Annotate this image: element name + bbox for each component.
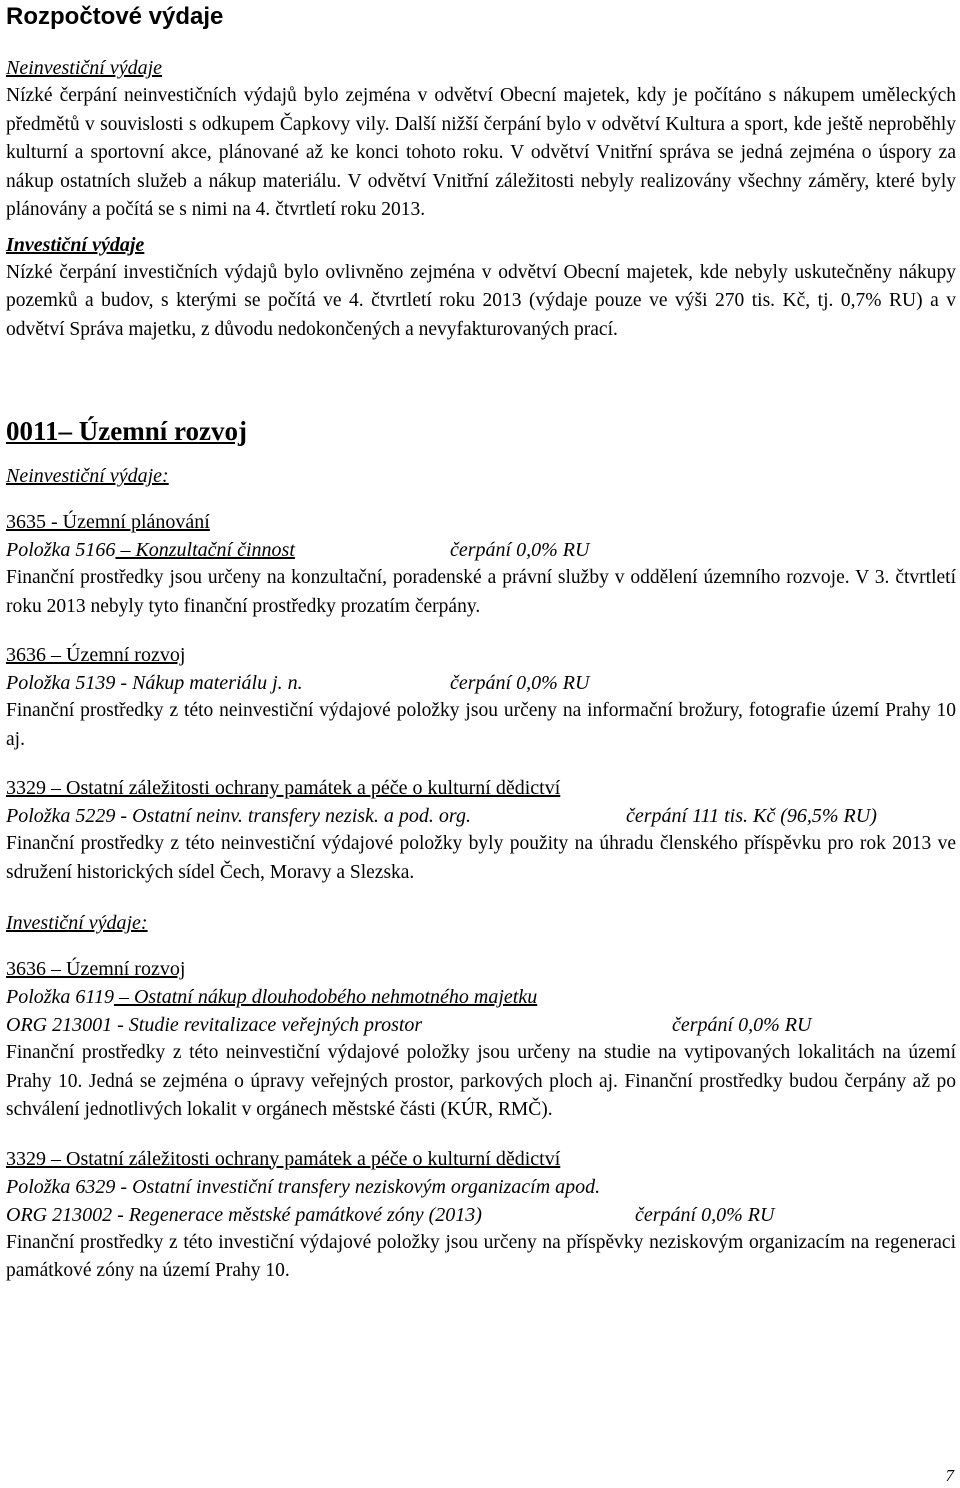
section-investment-label: Investiční výdaje: (6, 912, 148, 934)
org-label: ORG 213001 - Studie revitalizace veřejných prostor (6, 1014, 423, 1036)
item-label: Položka 6329 - Ostatní investiční transfery neziskovým organizacím apod. (6, 1175, 601, 1198)
item-row (6, 1173, 956, 1201)
drawdown-value: čerpání 0,0% RU (635, 1203, 775, 1226)
drawdown-value: čerpání 0,0% RU (450, 672, 590, 694)
section-heading: 0011– Územní rozvoj (6, 416, 247, 446)
category-heading: 3329 – Ostatní záležitosti ochrany památek a péče o kulturní dědictví (6, 777, 561, 799)
item-row (6, 983, 956, 1011)
category-heading: 3636 – Územní rozvoj (6, 958, 186, 980)
item-description: Finanční prostředky z této neinvestiční výdajové položky jsou určeny na informační brožury, fotografie území Prahy 10 aj. (6, 700, 956, 750)
org-row (6, 1201, 956, 1229)
item-row (6, 536, 956, 564)
neinvestment-paragraph: Nízké čerpání neinvestičních výdajů bylo zejména v odvětví Obecní majetek, kdy je počítáno s nákupem uměleckých předmětů v souvislosti s odkupem Čapkovy vily. Další nižší čerpání bylo v odvětví Kultura a sport, kde ještě neproběhly kulturní a sportovní akce, plánované až ke konci tohoto roku. V odvětví Vnitřní správa se jedná zejména o úspory za nákup ostatních služeb a nákup materiálu. V odvětví Vnitřní záležitosti nebyly realizovány všechny záměry, které byly plánovány a počítá se s nimi na 4. čtvrtletí roku 2013. (6, 85, 956, 220)
item-name: – Ostatní nákup dlouhodobého nehmotného majetku (113, 986, 538, 1008)
page-number: 7 (945, 1466, 954, 1485)
neinvestment-label: Neinvestiční výdaje (6, 57, 163, 79)
item-code: Položka 5166 (6, 539, 116, 561)
drawdown-value: čerpání 111 tis. Kč (96,5% RU) (626, 805, 877, 827)
item-row (6, 669, 956, 697)
org-row (6, 1011, 956, 1039)
item-label: Položka 5229 - Ostatní neinv. transfery nezisk. a pod. org. (6, 805, 471, 827)
item-description: Finanční prostředky z této investiční výdajové položky jsou určeny na příspěvky neziskovým organizacím na regeneraci památkové zóny na území Prahy 10. (6, 1231, 956, 1281)
document-page (6, 0, 956, 1286)
item-code: Položka 6119 (6, 986, 114, 1008)
category-heading: 3329 – Ostatní záležitosti ochrany památek a péče o kulturní dědictví (6, 1147, 561, 1170)
category-heading: 3636 – Územní rozvoj (6, 644, 186, 666)
category-heading: 3635 - Územní plánování (6, 511, 210, 533)
investment-paragraph: Nízké čerpání investičních výdajů bylo ovlivněno zejména v odvětví Obecní majetek, kde nebyly uskutečněny nákupy pozemků a budov, s kterými se počítá ve 4. čtvrtletí roku 2013 (výdaje pouze ve výši 270 tis. Kč, tj. 0,7% RU) a v odvětví Správa majetku, z důvodu nedokončených a nevyfakturovaných prací. (6, 261, 956, 340)
item-row (6, 802, 956, 830)
org-label: ORG 213002 - Regenerace městské památkové zóny (2013) (6, 1203, 482, 1226)
item-description: Finanční prostředky z této neinvestiční výdajové položky jsou určeny na studie na vytipovaných lokalitách na území Prahy 10. Jedná se zejména o úpravy veřejných prostor, parkových ploch aj. Finanční prostředky budou čerpány až po schválení jednotlivých lokalit v orgánech městské části (KÚR, RMČ). (6, 1042, 956, 1120)
page-title: Rozpočtové výdaje (6, 3, 224, 30)
item-name: – Konzultační činnost (115, 539, 295, 561)
item-label: Položka 5139 - Nákup materiálu j. n. (6, 672, 303, 694)
drawdown-value: čerpání 0,0% RU (450, 539, 590, 561)
item-description: Finanční prostředky jsou určeny na konzultační, poradenské a právní služby v oddělení územního rozvoje. V 3. čtvrtletí roku 2013 nebyly tyto finanční prostředky prozatím čerpány. (6, 567, 956, 617)
section-neinvestment-label: Neinvestiční výdaje: (6, 465, 169, 487)
item-description: Finanční prostředky z této neinvestiční výdajové položky byly použity na úhradu členského příspěvku pro rok 2013 ve sdružení historických sídel Čech, Moravy a Slezska. (6, 833, 956, 883)
investment-label: Investiční výdaje (6, 233, 145, 256)
drawdown-value: čerpání 0,0% RU (672, 1014, 812, 1036)
